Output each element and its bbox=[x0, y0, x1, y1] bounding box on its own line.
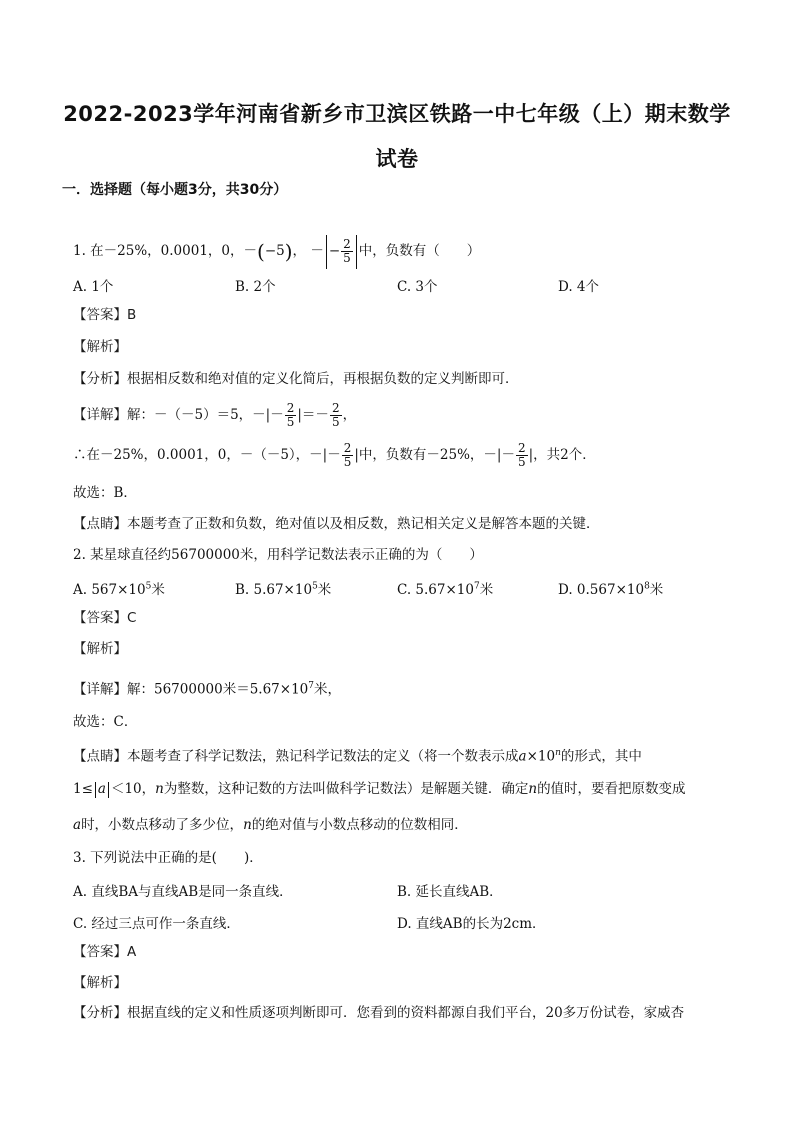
abs-bar-right bbox=[356, 235, 357, 269]
q1-neg5: −5 bbox=[264, 243, 285, 259]
q3-fenxi: 【分析】根据直线的定义和性质逐项判断即可．您看到的资料都源自我们平台，20多万份试卷，家威杏 bbox=[73, 1005, 685, 1021]
q1-analysis-label: 【解析】 bbox=[73, 339, 127, 355]
fraction: $\frac{2}{5}$ bbox=[517, 441, 526, 469]
q3-option-b: B. 延长直线AB． bbox=[397, 884, 503, 900]
fraction: $\frac{2}{5}$ bbox=[343, 441, 352, 469]
q1-choose: 故选：B． bbox=[73, 485, 137, 501]
q1-stem-suffix: 中，负数有（ ） bbox=[358, 243, 481, 259]
q3-option-c: C. 经过三点可作一条直线． bbox=[73, 916, 240, 932]
q1-abs-prefix: － bbox=[310, 243, 324, 259]
exam-title-line2: 试卷 bbox=[375, 147, 419, 171]
q2-answer: 【答案】C bbox=[73, 610, 137, 626]
q1-comma: ， bbox=[292, 243, 307, 259]
q3-stem: 3. 下列说法中正确的是( )． bbox=[73, 850, 263, 866]
abs-bar-right bbox=[108, 782, 109, 798]
q1-paren-open: ( bbox=[257, 239, 265, 264]
q2-option-c: C. $5.67\times 10^7$米 bbox=[397, 581, 494, 598]
q1-dianjing: 【点睛】本题考查了正数和负数，绝对值以及相反数，熟记相关定义是解答本题的关键． bbox=[73, 516, 600, 532]
q2-dianjing-line3: a时，小数点移动了多少位，n的绝对值与小数点移动的位数相同． bbox=[73, 817, 468, 833]
q1-detail: 【详解】解：－（－5）＝5，－|－ $\frac{2}{5}$ |＝－ $\frac{2}{5}$ ， bbox=[73, 401, 357, 429]
q1-stem bbox=[73, 234, 480, 269]
q1-abs-minus: − bbox=[328, 243, 341, 259]
q1-fenxi: 【分析】根据相反数和绝对值的定义化简后，再根据负数的定义判断即可． bbox=[73, 371, 519, 387]
q2-choose: 故选：C． bbox=[73, 714, 138, 730]
q1-stem-prefix: 1. 在－25%，0.0001，0， bbox=[73, 243, 244, 259]
q1-minus: － bbox=[243, 243, 258, 259]
q3-analysis-label: 【解析】 bbox=[73, 975, 127, 991]
q2-dianjing-line1: 【点睛】本题考查了科学记数法，熟记科学记数法的定义（将一个数表示成$a\times 10^n$的形式，其中 bbox=[73, 748, 642, 765]
q2-option-a: A. $567\times 10^5$米 bbox=[73, 581, 165, 598]
q1-option-d: D. 4个 bbox=[558, 279, 600, 295]
q3-option-d: D. 直线AB的长为2cm． bbox=[397, 916, 546, 932]
q1-answer: 【答案】B bbox=[73, 307, 137, 323]
q1-option-b: B. 2个 bbox=[235, 279, 276, 295]
abs-bar-left bbox=[95, 782, 96, 798]
q2-option-b: B. $5.67\times 10^5$米 bbox=[235, 581, 332, 598]
exam-title-line1: 2022-2023学年河南省新乡市卫滨区铁路一中七年级（上）期末数学 bbox=[63, 102, 731, 126]
q2-stem: 2. 某星球直径约56700000米，用科学记数法表示正确的为（ ） bbox=[73, 547, 483, 563]
q3-option-a: A. 直线BA与直线AB是同一条直线． bbox=[73, 884, 293, 900]
q2-detail: 【详解】解：56700000米$=5.67\times 10^7$米， bbox=[73, 681, 341, 698]
q1-option-c: C. 3个 bbox=[397, 279, 438, 295]
q2-dianjing-line2: 1≤ a ＜10，n为整数，这种记数的方法叫做科学记数法）是解题关键．确定n的值时，要看把原数变成 bbox=[73, 781, 686, 797]
fraction: $\frac{2}{5}$ bbox=[286, 401, 295, 429]
q1-therefore: ∴在－25%，0.0001，0，－（－5），－|－ $\frac{2}{5}$ |中，负数有－25%，－|－ $\frac{2}{5}$ |，共2个． bbox=[73, 441, 596, 469]
q1-paren-close: ) bbox=[284, 239, 293, 264]
q2-option-d: D. $0.567\times 10^8$米 bbox=[558, 581, 664, 598]
fraction: $\frac{2}{5}$ bbox=[331, 401, 340, 429]
q1-option-a: A. 1个 bbox=[73, 279, 114, 295]
q3-answer: 【答案】A bbox=[73, 944, 137, 960]
abs-bar-left bbox=[326, 235, 327, 269]
section-heading: 一．选择题（每小题3分，共30分） bbox=[62, 182, 288, 198]
fraction: $\frac{2}{5}$ bbox=[343, 237, 351, 265]
q2-analysis-label: 【解析】 bbox=[73, 641, 127, 657]
